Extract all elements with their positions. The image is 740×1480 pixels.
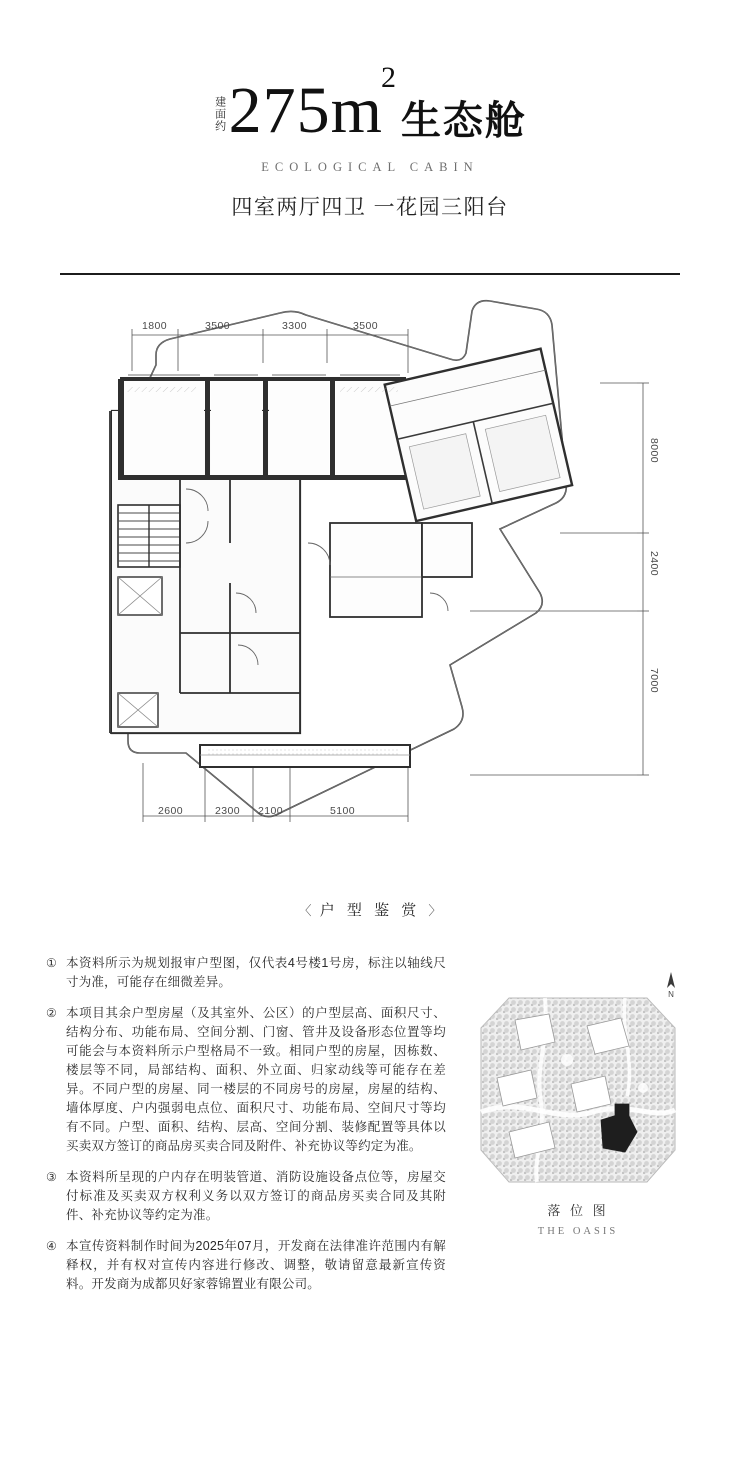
note-number: ① (46, 956, 57, 970)
compass-label: N (668, 990, 674, 999)
subtitle-english: ECOLOGICAL CABIN (261, 160, 479, 174)
title-main-text: 275m (228, 74, 383, 147)
dim-top-3: 3500 (353, 320, 378, 332)
note-item (46, 954, 446, 992)
subtitle-chinese: 四室两厅四卫 一花园三阳台 (231, 196, 509, 219)
note-item (46, 1168, 446, 1225)
dim-right-0: 8000 (648, 438, 660, 463)
dim-bottom-2: 2100 (258, 805, 283, 817)
note-text: 本项目其余户型房屋（及其室外、公区）的户型层高、面积尺寸、结构分布、功能布局、空间分割、门窗、管井及设备形态位置等均可能会与本资料所示户型格局不一致。相同户型的房屋，因栋数、楼层等不同，局部结构、面积、外立面、归家动线等可能存在差异。不同户型的房屋、同一楼层的不同房号的房屋，房屋的结构、墙体厚度、户内强弱电点位、面积尺寸、功能布局、空间尺寸等均有不同。户型、面积、结构、层高、空间分割、装修配置等具体以买卖双方签订的商品房买卖合同及附件、补充协议等约定为准。 (66, 1006, 446, 1153)
note-number: ② (46, 1006, 57, 1020)
dim-bottom-0: 2600 (158, 805, 183, 817)
dim-right-2: 7000 (648, 668, 660, 693)
disclaimer-notes (46, 954, 446, 1306)
floor-plan (0, 293, 740, 893)
dim-bottom-3: 5100 (330, 805, 355, 817)
map-caption-english: THE OASIS (537, 1226, 619, 1237)
bottom-section (0, 954, 740, 1306)
title-prefix: 建面约 (213, 96, 226, 132)
note-item (46, 1237, 446, 1294)
note-item (46, 1004, 446, 1156)
compass-icon (663, 968, 679, 999)
note-text: 本宣传资料制作时间为2025年07月，开发商在法律准许范围内有解释权，并有权对宣传内容进行修改、调整，敬请留意最新宣传资料。开发商为成都贝好家蓉锦置业有限公司。 (66, 1239, 446, 1291)
site-map-drawing (475, 992, 681, 1188)
bracket-left: 〈 (298, 903, 312, 918)
page-header (0, 0, 740, 275)
dim-top-1: 3500 (205, 320, 230, 332)
title-suffix: 生态舱 (400, 99, 527, 143)
compass-needle-icon (663, 968, 679, 990)
note-text: 本资料所呈现的户内存在明装管道、消防设施设备点位等，房屋交付标准及买卖双方权利义务以双方签订的商品房买卖合同及其附件、补充协议等约定为准。 (66, 1170, 446, 1222)
site-map (475, 992, 681, 1188)
note-text: 本资料所示为规划报审户型图，仅代表4号楼1号房，标注以轴线尺寸为准，可能存在细微差异。 (66, 956, 446, 989)
note-number: ④ (46, 1239, 57, 1253)
site-map-column (446, 954, 710, 1306)
page-title (0, 61, 740, 147)
title-main-area (228, 61, 399, 147)
bracket-right: 〉 (428, 903, 442, 918)
floor-plan-drawing (0, 293, 740, 893)
gallery-caption (0, 899, 740, 920)
gallery-caption-text: 户 型 鉴 赏 (319, 902, 421, 919)
dim-top-2: 3300 (282, 320, 307, 332)
title-superscript: 2 (380, 61, 397, 94)
map-caption-chinese: 落 位 图 (547, 1203, 609, 1218)
dim-bottom-1: 2300 (215, 805, 240, 817)
header-divider (60, 273, 680, 275)
dim-top-0: 1800 (142, 320, 167, 332)
note-number: ③ (46, 1170, 57, 1184)
dim-right-1: 2400 (648, 551, 660, 576)
